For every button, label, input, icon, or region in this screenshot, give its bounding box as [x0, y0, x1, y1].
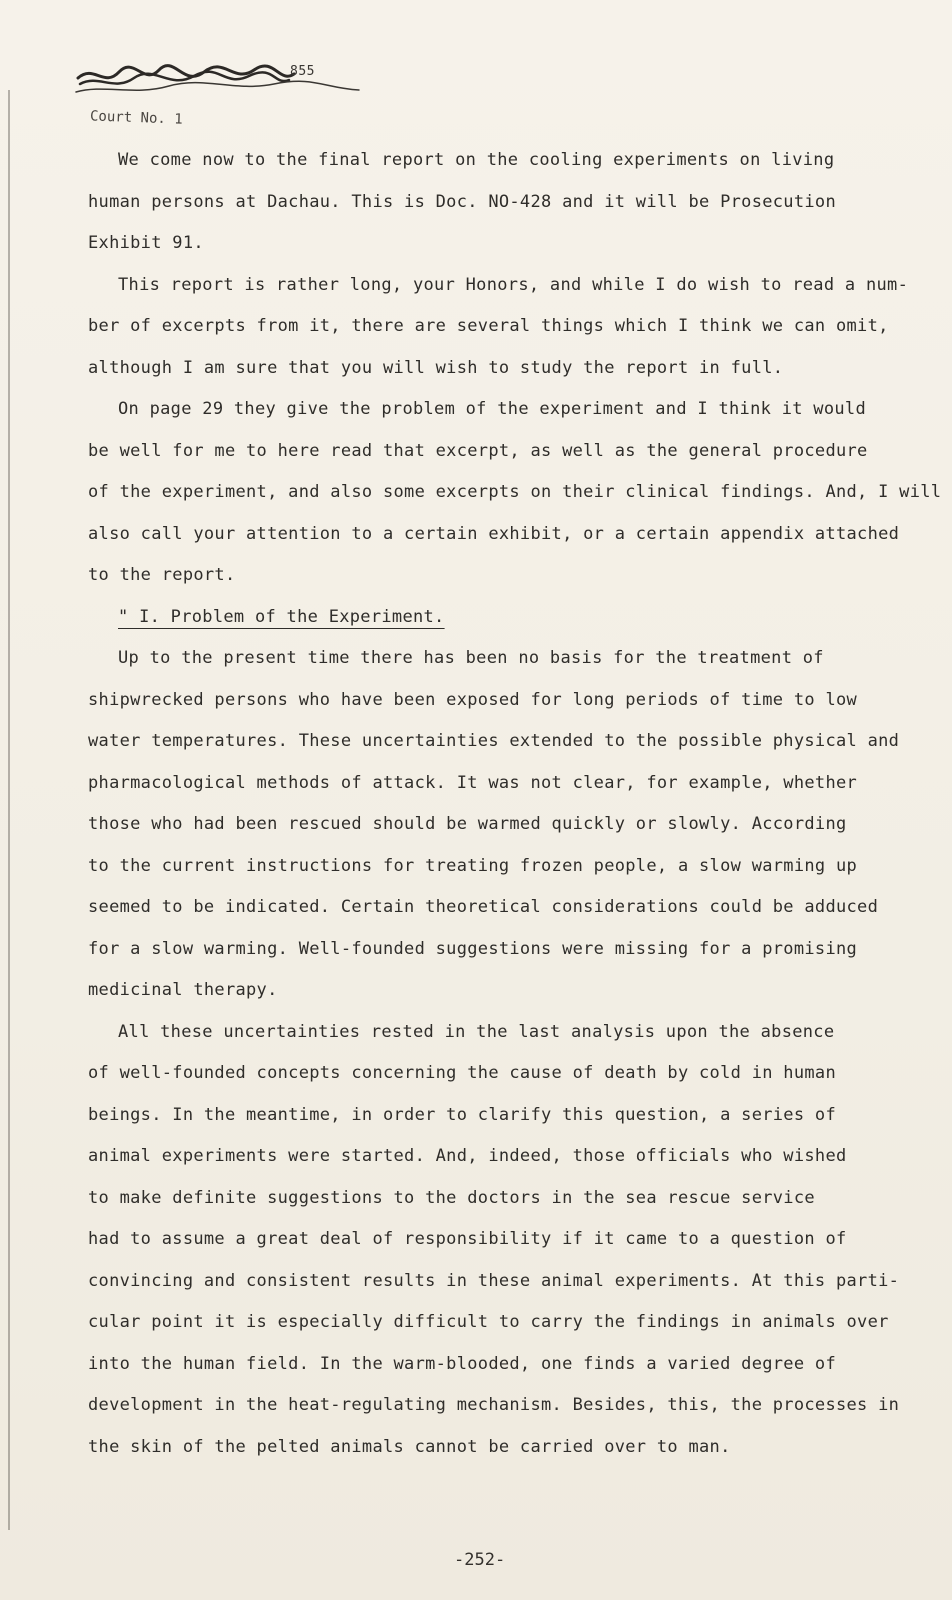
text-line: also call your attention to a certain exhibit, or a certain appendix attached	[88, 523, 900, 544]
text-line: seemed to be indicated. Certain theoretical considerations could be adduced	[88, 897, 879, 917]
document-body	[88, 140, 942, 1468]
text-line: ber of excerpts from it, there are several things which I think we can omit,	[88, 316, 889, 336]
text-line: to make definite suggestions to the doctors in the sea rescue service	[88, 1187, 815, 1208]
text-line: to the report.	[88, 565, 236, 585]
text-line: medicinal therapy.	[88, 980, 278, 1000]
text-line: animal experiments were started. And, indeed, those officials who wished	[88, 1146, 847, 1166]
text-line: development in the heat-regulating mechanism. Besides, this, the processes in	[88, 1395, 900, 1415]
text-line: This report is rather long, your Honors, and while I do wish to read a num-	[118, 274, 909, 295]
text-line: Up to the present time there has been no basis for the treatment of	[118, 648, 824, 668]
text-line: be well for me to here read that excerpt, as well as the general procedure	[88, 440, 868, 461]
text-line: All these uncertainties rested in the last analysis upon the absence	[118, 1021, 835, 1042]
text-line: We come now to the final report on the cooling experiments on living	[118, 150, 835, 170]
text-line: those who had been rescued should be warmed quickly or slowly. According	[88, 814, 847, 834]
text-line: water temperatures. These uncertainties extended to the possible physical and	[88, 731, 900, 751]
text-line: had to assume a great deal of responsibility if it came to a question of	[88, 1229, 847, 1249]
text-line: Exhibit 91.	[88, 233, 204, 253]
header-code: 855	[290, 64, 315, 79]
text-line: pharmacological methods of attack. It was not clear, for example, whether	[88, 772, 858, 793]
text-line: human persons at Dachau. This is Doc. NO-428 and it will be Prosecution	[88, 191, 836, 212]
text-line: shipwrecked persons who have been exposed for long periods of time to low	[88, 689, 858, 710]
text-line: the skin of the pelted animals cannot be carried over to man.	[88, 1436, 731, 1457]
crossed-out-header-scrawl	[74, 58, 364, 102]
margin-line	[8, 90, 10, 1530]
text-line: convincing and consistent results in these animal experiments. At this parti-	[88, 1270, 900, 1291]
text-line: to the current instructions for treating frozen people, a slow warming up	[88, 855, 858, 876]
text-line: beings. In the meantime, in order to clarify this question, a series of	[88, 1104, 836, 1125]
text-line: cular point it is especially difficult to carry the findings in animals over	[88, 1312, 889, 1332]
text-line: of the experiment, and also some excerpts on their clinical findings. And, I will	[88, 482, 942, 502]
court-label: Court No. 1	[89, 108, 183, 128]
text-line: into the human field. In the warm-blooded, one finds a varied degree of	[88, 1353, 836, 1374]
page-number: -252-	[454, 1550, 506, 1570]
text-line: although I am sure that you will wish to study the report in full.	[88, 357, 784, 378]
text-line: On page 29 they give the problem of the experiment and I think it would	[118, 399, 866, 419]
section-heading	[88, 597, 918, 639]
text-line: of well-founded concepts concerning the cause of death by cold in human	[88, 1063, 836, 1083]
section-heading-text: " I. Problem of the Experiment.	[118, 606, 445, 627]
text-line: for a slow warming. Well-founded suggestions were missing for a promising	[88, 938, 858, 959]
